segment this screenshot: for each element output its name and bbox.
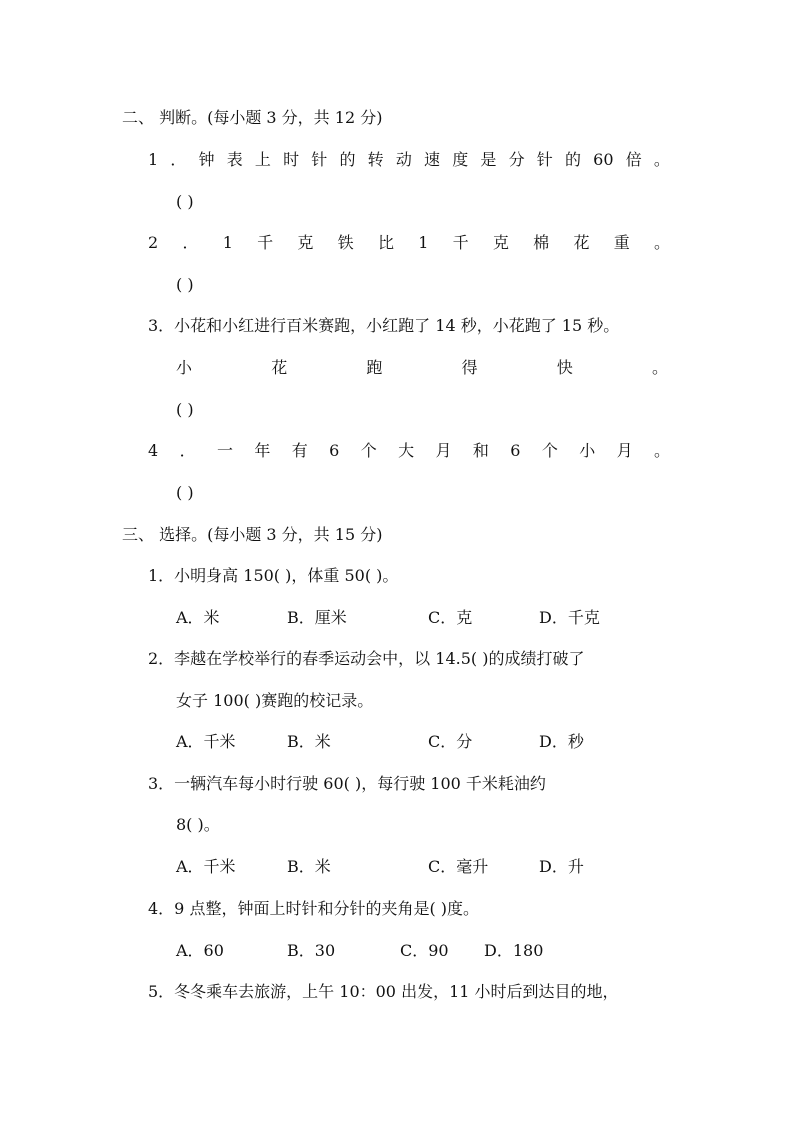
choice-q2-line1: 2．李越在学校举行的春季运动会中，以 14.5( )的成绩打破了 bbox=[148, 649, 585, 668]
option-b[interactable]: B．米 bbox=[287, 732, 331, 751]
text-token: 。 bbox=[653, 233, 670, 252]
text-token: 表 bbox=[226, 150, 243, 169]
text-token: 铁 bbox=[337, 233, 354, 252]
text-token: 有 bbox=[291, 441, 308, 460]
choice-q5-line1: 5．冬冬乘车去旅游，上午 10：00 出发，11 小时后到达目的地， bbox=[148, 982, 619, 1001]
text-token: 1 bbox=[222, 233, 233, 252]
option-c[interactable]: C．90 bbox=[400, 941, 449, 960]
choice-q2-options bbox=[0, 731, 794, 753]
judgment-q3-line2 bbox=[176, 357, 668, 379]
text-token: 。 bbox=[653, 150, 670, 169]
answer-blank-q3[interactable]: ( ) bbox=[176, 400, 194, 419]
text-token: ． bbox=[182, 233, 199, 252]
text-token: 4 bbox=[148, 441, 159, 460]
text-token: 6 bbox=[510, 441, 521, 460]
judgment-q3-line1: 3．小花和小红进行百米赛跑，小红跑了 14 秒，小花跑了 15 秒。 bbox=[148, 316, 620, 335]
choice-q3-line2: 8( )。 bbox=[176, 815, 220, 834]
judgment-q2 bbox=[148, 232, 670, 254]
answer-blank-q2[interactable]: ( ) bbox=[176, 275, 194, 294]
option-c[interactable]: C．毫升 bbox=[428, 857, 489, 876]
text-token: 的 bbox=[339, 150, 356, 169]
text-token: 钟 bbox=[198, 150, 215, 169]
text-token: 小 bbox=[176, 358, 193, 377]
text-token: 得 bbox=[461, 358, 478, 377]
text-token: 克 bbox=[492, 233, 509, 252]
text-token: 花 bbox=[573, 233, 590, 252]
section2-title: 二、 判断。(每小题 3 分，共 12 分) bbox=[122, 108, 383, 127]
judgment-q1 bbox=[148, 149, 670, 171]
option-a[interactable]: A．千米 bbox=[176, 857, 236, 876]
choice-q3-line1: 3．一辆汽车每小时行驶 60( )，每行驶 100 千米耗油约 bbox=[148, 774, 546, 793]
option-d[interactable]: D．千克 bbox=[539, 608, 600, 627]
option-d[interactable]: D．升 bbox=[539, 857, 584, 876]
text-token: 时 bbox=[283, 150, 300, 169]
text-token: 转 bbox=[367, 150, 384, 169]
option-a[interactable]: A．60 bbox=[176, 941, 224, 960]
text-token: 千 bbox=[257, 233, 274, 252]
option-b[interactable]: B．厘米 bbox=[287, 608, 347, 627]
option-b[interactable]: B．米 bbox=[287, 857, 331, 876]
text-token: 个 bbox=[541, 441, 558, 460]
choice-q1-options bbox=[0, 607, 794, 629]
text-token: 棉 bbox=[533, 233, 550, 252]
text-token: 上 bbox=[254, 150, 271, 169]
text-token: 速 bbox=[424, 150, 441, 169]
option-a[interactable]: A．米 bbox=[176, 608, 220, 627]
text-token: 是 bbox=[480, 150, 497, 169]
option-d[interactable]: D．秒 bbox=[539, 732, 584, 751]
text-token: 倍 bbox=[625, 150, 642, 169]
text-token: 60 bbox=[593, 150, 614, 169]
text-token: 个 bbox=[360, 441, 377, 460]
option-a[interactable]: A．千米 bbox=[176, 732, 236, 751]
text-token: ． bbox=[170, 150, 187, 169]
text-token: 针 bbox=[311, 150, 328, 169]
option-c[interactable]: C．分 bbox=[428, 732, 473, 751]
text-token: 。 bbox=[653, 441, 670, 460]
option-b[interactable]: B．30 bbox=[287, 941, 336, 960]
text-token: 的 bbox=[564, 150, 581, 169]
text-token: 1 bbox=[148, 150, 159, 169]
choice-q1: 1．小明身高 150( )，体重 50( )。 bbox=[148, 566, 399, 585]
text-token: 大 bbox=[398, 441, 415, 460]
text-token: 6 bbox=[329, 441, 340, 460]
text-token: 跑 bbox=[366, 358, 383, 377]
choice-q4: 4．9 点整，钟面上时针和分针的夹角是( )度。 bbox=[148, 899, 480, 918]
text-token: 一 bbox=[216, 441, 233, 460]
text-token: 2 bbox=[148, 233, 159, 252]
text-token: 和 bbox=[472, 441, 489, 460]
text-token: 千 bbox=[452, 233, 469, 252]
section3-title: 三、 选择。(每小题 3 分，共 15 分) bbox=[122, 525, 383, 544]
option-d[interactable]: D．180 bbox=[484, 941, 544, 960]
text-token: 年 bbox=[254, 441, 271, 460]
option-c[interactable]: C．克 bbox=[428, 608, 473, 627]
text-token: 1 bbox=[418, 233, 429, 252]
choice-q4-options bbox=[0, 940, 794, 962]
answer-blank-q1[interactable]: ( ) bbox=[176, 192, 194, 211]
text-token: 重 bbox=[613, 233, 630, 252]
text-token: 月 bbox=[616, 441, 633, 460]
text-token: ． bbox=[179, 441, 196, 460]
choice-q2-line2: 女子 100( )赛跑的校记录。 bbox=[176, 691, 374, 710]
text-token: 克 bbox=[297, 233, 314, 252]
text-token: 。 bbox=[651, 358, 668, 377]
judgment-q4 bbox=[148, 440, 670, 462]
text-token: 度 bbox=[452, 150, 469, 169]
text-token: 小 bbox=[579, 441, 596, 460]
text-token: 动 bbox=[395, 150, 412, 169]
text-token: 分 bbox=[508, 150, 525, 169]
text-token: 针 bbox=[536, 150, 553, 169]
text-token: 花 bbox=[271, 358, 288, 377]
text-token: 月 bbox=[435, 441, 452, 460]
text-token: 比 bbox=[377, 233, 394, 252]
answer-blank-q4[interactable]: ( ) bbox=[176, 483, 194, 502]
text-token: 快 bbox=[556, 358, 573, 377]
choice-q3-options bbox=[0, 856, 794, 878]
